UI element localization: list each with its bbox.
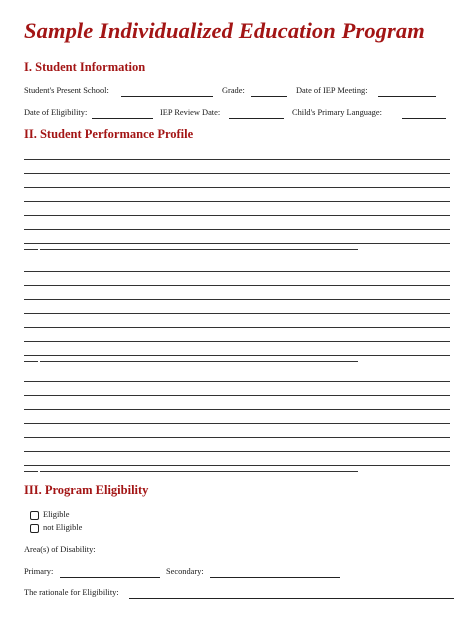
writing-line[interactable] (24, 271, 450, 272)
section-student-information: I. Student Information (24, 60, 146, 74)
writing-line-lead[interactable] (24, 249, 38, 250)
student-info-row-1 (24, 86, 454, 100)
section-program-eligibility: III. Program Eligibility (24, 483, 149, 497)
writing-line[interactable] (24, 243, 450, 244)
not-eligible-label: not Eligible (43, 523, 83, 532)
date-eligibility-label: Date of Eligibility: (24, 108, 88, 117)
writing-line[interactable] (24, 187, 450, 188)
writing-line[interactable] (24, 395, 450, 396)
writing-line[interactable] (24, 381, 450, 382)
writing-line-lead[interactable] (24, 471, 38, 472)
writing-line[interactable] (24, 285, 450, 286)
writing-line-lead[interactable] (24, 361, 38, 362)
primary-field[interactable] (60, 577, 160, 578)
writing-line[interactable] (24, 215, 450, 216)
student-info-row-2 (24, 108, 454, 122)
primary-language-label: Child's Primary Language: (292, 108, 382, 117)
primary-language-field[interactable] (402, 118, 446, 119)
writing-line[interactable] (24, 299, 450, 300)
section-student-performance-profile: II. Student Performance Profile (24, 127, 194, 141)
writing-line[interactable] (24, 229, 450, 230)
writing-line[interactable] (24, 159, 450, 160)
iep-meeting-label: Date of IEP Meeting: (296, 86, 368, 95)
writing-line[interactable] (24, 451, 450, 452)
writing-line[interactable] (24, 423, 450, 424)
rationale-field[interactable] (129, 598, 454, 599)
eligible-label: Eligible (43, 510, 70, 519)
writing-line[interactable] (24, 355, 450, 356)
iep-meeting-field[interactable] (378, 96, 436, 97)
areas-of-disability-label: Area(s) of Disability: (24, 545, 96, 554)
rationale-label: The rationale for Eligibility: (24, 588, 119, 597)
writing-line[interactable] (24, 313, 450, 314)
rationale-row (24, 588, 454, 602)
document-title: Sample Individualized Education Program (24, 18, 425, 43)
writing-line[interactable] (24, 201, 450, 202)
secondary-field[interactable] (210, 577, 340, 578)
writing-line[interactable] (24, 341, 450, 342)
disability-row (24, 567, 454, 581)
grade-field[interactable] (251, 96, 287, 97)
writing-line-short[interactable] (40, 249, 358, 250)
secondary-label: Secondary: (166, 567, 204, 576)
writing-line[interactable] (24, 173, 450, 174)
present-school-label: Student's Present School: (24, 86, 109, 95)
iep-review-label: IEP Review Date: (160, 108, 221, 117)
writing-line[interactable] (24, 465, 450, 466)
present-school-field[interactable] (121, 96, 213, 97)
writing-line[interactable] (24, 327, 450, 328)
primary-label: Primary: (24, 567, 54, 576)
not-eligible-checkbox[interactable] (30, 524, 39, 533)
writing-line[interactable] (24, 437, 450, 438)
writing-line-short[interactable] (40, 471, 358, 472)
iep-review-field[interactable] (229, 118, 284, 119)
writing-line-short[interactable] (40, 361, 358, 362)
eligible-checkbox[interactable] (30, 511, 39, 520)
writing-line[interactable] (24, 409, 450, 410)
grade-label: Grade: (222, 86, 245, 95)
date-eligibility-field[interactable] (92, 118, 153, 119)
